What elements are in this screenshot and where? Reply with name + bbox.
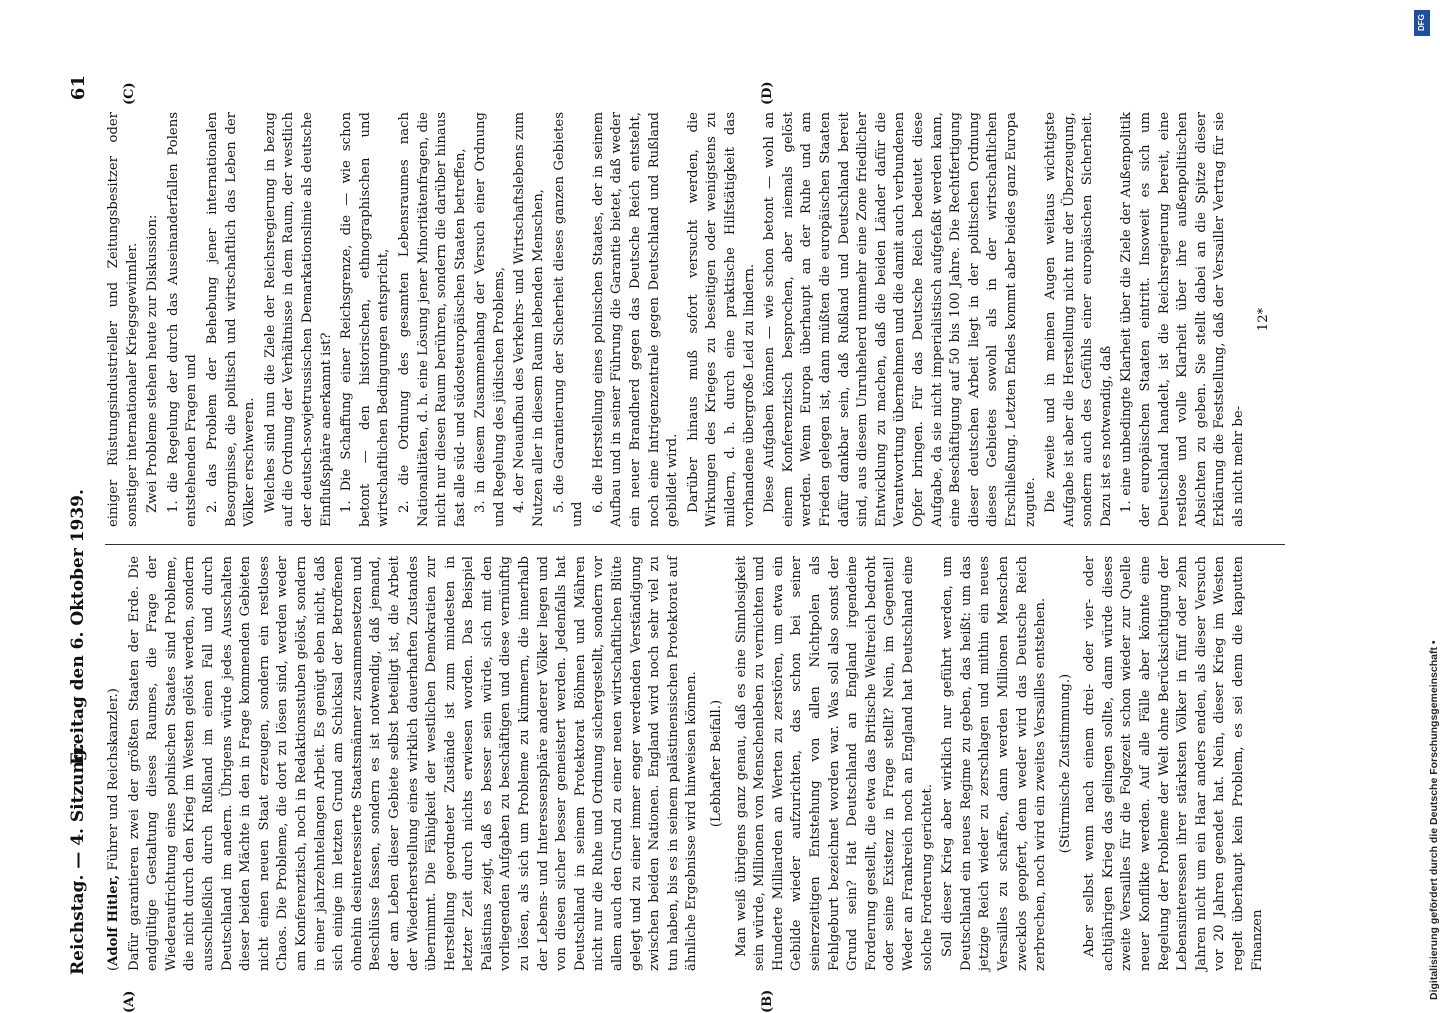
paragraph: Diese Aufgaben können — wie schon betont — wohl an einem Konferenztisch besprochen, aber niemals gelöst werden. Wenn Europa überhaupt an der Ruhe und am Frieden gelegen ist, dann müßten die europäischen Staaten dafür dankbar sein, daß Rußland und Deutschland bereit sind, aus diesem Unruheherd nunmehr eine Zone friedlicher Entwicklung zu machen, daß die beiden Länder dafür die Verantwortung übernehmen und die damit auch verbundenen Opfer bringen. Für das Deutsche Reich bedeutet diese Aufgabe, da sie nicht imperialistisch aufgefaßt werden kann, eine Beschäftigung auf 50 bis 100 Jahre. Die Rechtfertigung dieser deutschen Arbeit liegt in der politischen Ordnung dieses Gebietes sowohl als in der wirtschaftlichen Erschließung. Letzten Endes kommt aber beides ganz Europa zugute. [762, 112, 1038, 527]
paragraph: einiger Rüstungsindustrieller und Zeitungsbesitzer oder sonstiger internationaler Kriegsgewinnler. [106, 112, 140, 527]
left-column [105, 556, 1269, 971]
paragraph: Aber selbst wenn nach einem drei- oder vier- oder achtjährigen Krieg das gelingen sollte, dann würde dieses zweite Versailles für die Folgezeit schon wieder zur Quelle neuer Konflikte werden. Auf alle Fälle aber könnte eine Regelung der Probleme der Welt ohne Berücksichtigung der Lebensinteressen ihrer stärksten Völker in fünf oder zehn Jahren nicht um ein Haar anders enden, als dieser Versuch vor 20 Jahren geendet hat. Nein, dieser Krieg im Westen regelt überhaupt kein Problem, es sei denn die kaputten Finanzen [1082, 556, 1265, 971]
dfg-logo-icon: DFG [1414, 10, 1430, 36]
list-item: 3. in diesem Zusammenhang der Versuch einer Ordnung und Regelung des jüdischen Problems, [473, 112, 507, 527]
rotated-page-content [60, 65, 1340, 1013]
paragraph: Soll dieser Krieg aber wirklich nur geführt werden, um Deutschland ein neues Regime zu geben, das heißt: um das jetzige Reich wieder zu zerschlagen und mithin ein neues Versailles zu schaffen, dann werden Millionen Menschen zwecklos geopfert, denn weder wird das Deutsche Reich zerbrechen, noch wird ein zweites Versailles entstehen. [940, 556, 1049, 971]
speaker-name: Adolf Hitler, [106, 874, 121, 966]
right-column [105, 112, 1279, 527]
list-item: 1. eine unbedingte Klarheit über die Ziele der Außenpolitik der europäischen Staaten eintritt. Insoweit es sich um Deutschland handelt, ist die Reichsregierung bereit, eine restlose und volle Klarheit über ihre außenpolitischen Absichten zu geben. Sie stellt dabei an die Spitze dieser Erklärung die Feststellung, daß der Versailler Vertrag für sie als nicht mehr be- [1119, 112, 1247, 527]
margin-marker-a: (A) [122, 990, 137, 1013]
paragraph: Man weiß übrigens ganz genau, daß es eine Sinnlosigkeit sein würde, Millionen von Menschenleben zu vernichten und Hunderte Milliarden an Werten zu zerstören, um etwa ein Gebilde wieder aufzurichten, das schon bei seiner seinerzeitigen Entstehung von allen Nichtpolen als Fehlgeburt bezeichnet worden war. Was soll also sonst der Grund sein? Hat Deutschland an England irgendeine Forderung gestellt, die etwa das Britische Weltreich bedroht oder seine Existenz in Frage stellt? Nein, im Gegenteil! Weder an Frankreich noch an England hat Deutschland eine solche Forderung gerichtet. [733, 556, 935, 971]
page-number: 61 [68, 75, 89, 101]
speaker-role: Führer und Reichskanzler.) [106, 688, 121, 871]
paragraph: Dafür garantieren zwei der größten Staaten der Erde. Die endgültige Gestaltung dieses Raumes, die Frage der Wiederaufrichtung eines polnischen Staates sind Probleme, die nicht durch den Krieg im Westen gelöst werden, sondern ausschließlich durch Rußland im einen Fall und durch Deutschland im andern. Übrigens würde jedes Ausschalten dieser beiden Mächte in den in Frage kommenden Gebieten nicht einen neuen Staat erzeugen, sondern ein restloses Chaos. Die Probleme, die dort zu lösen sind, werden weder am Konferenztisch, noch in Redaktionsstuben gelöst, sondern in einer jahrzehntelangen Arbeit. Es genügt eben nicht, daß sich einige im letzten Grund am Schicksal der Betroffenen ohnehin desinteressierte Staatsmänner zusammensetzen und Beschlüsse fassen, sondern es ist notwendig, daß jemand, der am Leben dieser Gebiete selbst beteiligt ist, die Arbeit der Wiederherstellung eines wirklich dauerhaften Zustandes übernimmt. Die Fähigkeit der westlichen Demokratien zur Herstellung geordneter Zustände ist zum mindesten in letzter Zeit durch nichts erwiesen worden. Das Beispiel Palästinas zeigt, daß es besser sein würde, sich mit den vorliegenden Aufgaben zu beschäftigen und diese vernünftig zu lösen, als sich um Probleme zu kümmern, die innerhalb der Lebens- und Interessensphäre anderer Völker liegen und von diesen sicher besser gemeistert werden. Jedenfalls hat Deutschland in seinem Protektorat Böhmen und Mähren nicht nur die Ruhe und Ordnung sichergestellt, sondern vor allem auch den Grund zu einer neuen wirtschaftlichen Blüte gelegt und zu einer immer enger werdenden Verständigung zwischen beiden Nationen. England wird noch sehr viel zu tun haben, bis es in seinem palästinensischen Protektorat auf ähnliche Ergebnisse wird hinweisen können. [126, 556, 700, 971]
paragraph: Die zweite und in meinen Augen weitaus wichtigste Aufgabe ist aber die Herstellung nicht nur der Überzeugung, sondern auch des Gefühls einer europäischen Sicherheit. Dazu ist es notwendig, daß [1043, 112, 1114, 527]
list-item: 5. die Garantierung der Sicherheit dieses ganzen Gebietes und [551, 112, 586, 527]
margin-marker-c: (C) [122, 82, 137, 105]
applause-note: (Stürmische Zustimmung.) [1057, 673, 1073, 854]
applause-note: (Lebhafter Beifall.) [709, 699, 724, 828]
list-item: 4. der Neuaufbau des Verkehrs- und Wirtschaftslebens zum Nutzen aller in diesem Raum lebenden Menschen, [512, 112, 547, 527]
list-item: 2. die Ordnung des gesamten Lebensraumes nach Nationalitäten, d. h. eine Lösung jener Minoritätenfragen, die nicht nur diesen Raum berühren, sondern die darüber hinaus fast alle süd- und südosteuropäischen Staaten betreffen, [396, 112, 468, 527]
list-item: 1. Die Schaffung einer Reichsgrenze, die — wie schon betont — den historischen, ethnographischen und wirtschaftlichen Bedingungen entspricht, [339, 112, 392, 527]
column-divider [105, 544, 1285, 545]
margin-marker-d: (D) [760, 81, 775, 105]
list-item: 1. die Regelung der durch das Auseinanderfallen Polens entstehenden Fragen und [165, 112, 200, 527]
digitization-credit: Digitalisierung gefördert durch die Deutsche Forschungsgemeinschaft • [1428, 640, 1440, 1000]
paragraph: Darüber hinaus muß sofort versucht werden, die Wirkungen des Krieges zu beseitigen oder wenigstens zu mildern, d. h. durch eine praktische Hilfstätigkeit das vorhandene übergroße Leid zu lindern. [685, 112, 757, 527]
page-header [60, 65, 100, 985]
margin-marker-b: (B) [760, 989, 775, 1013]
list-item: 6. die Herstellung eines polnischen Staates, der in seinem Aufbau und in seiner Führung die Garantie bietet, daß weder ein neuer Brandherd gegen das Deutsche Reich entsteht, noch eine Intrigenzentrale gegen Deutschland und Rußland gebildet wird. [590, 112, 681, 527]
paragraph: Welches sind nun die Ziele der Reichsregierung in bezug auf die Ordnung der Verhältnisse in dem Raum, der westlich der deutsch-sowjetrussischen Demarkationslinie als deutsche Einflußsphäre anerkannt ist? [262, 112, 334, 527]
speaker-line: (Adolf Hitler, Führer und Reichskanzler.) [106, 688, 121, 971]
header-date: Freitag den 6. Oktober 1939. [68, 489, 88, 765]
header-left: Reichstag. — 4. Sitzung. [68, 743, 88, 975]
signature-mark: 12* [1255, 307, 1271, 332]
list-item: 2. das Problem der Behebung jener internationalen Besorgnisse, die politisch und wirtschaftlich das Leben der Völker erschweren. [204, 112, 258, 527]
paragraph: Zwei Probleme stehen heute zur Diskussion: [145, 214, 161, 513]
